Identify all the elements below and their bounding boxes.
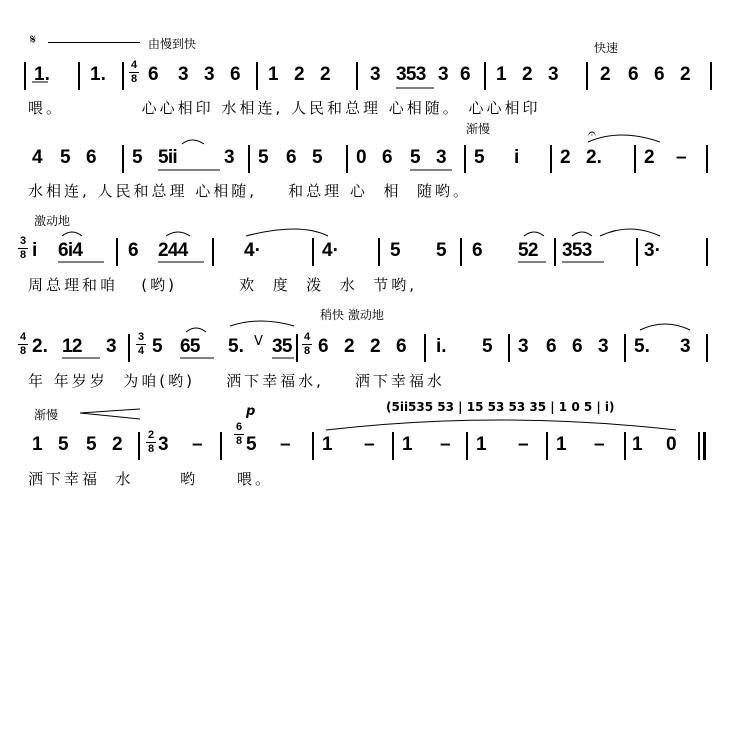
note: 5: [60, 147, 71, 168]
note: 3 5 3: [562, 240, 590, 261]
note: 6: [318, 336, 329, 357]
note: 5: [132, 147, 143, 168]
accompaniment-line: (5ii535 53 | 15 53 53 35 | 1 0 5 | i): [386, 400, 615, 414]
note: 5: [86, 434, 97, 455]
lyric-line-5: 洒下幸福 水 哟 喂。: [28, 470, 273, 488]
note: 5: [390, 240, 401, 261]
note: 2: [522, 64, 533, 85]
note: 1.: [90, 64, 106, 85]
note: –: [280, 434, 291, 455]
dynamic-piano: p: [246, 404, 256, 419]
note: 5: [436, 240, 447, 261]
note: i: [514, 147, 520, 168]
tempo-mark: 渐慢: [34, 408, 59, 422]
breath-mark: V: [254, 334, 263, 349]
note: 2.: [586, 147, 602, 168]
time-signature: 4 8: [130, 59, 138, 85]
note: 6: [148, 64, 159, 85]
tempo-mark: 激动地: [34, 214, 71, 228]
note: 1: [632, 434, 643, 455]
note: 2: [680, 64, 691, 85]
lyric-line-4: 年 年岁岁 为咱(哟) 洒下幸福水, 洒下幸福水: [28, 372, 445, 390]
note: 1: [556, 434, 567, 455]
note: 5: [152, 336, 163, 357]
tempo-mark: 快速: [594, 41, 619, 55]
note: 1: [496, 64, 507, 85]
note: 3: [598, 336, 609, 357]
note: 6: [546, 336, 557, 357]
note: i: [32, 240, 38, 261]
note: 3: [224, 147, 235, 168]
time-signature: 2 8: [147, 429, 155, 455]
note: 2: [644, 147, 655, 168]
note: 5: [258, 147, 269, 168]
note: 3: [178, 64, 189, 85]
note: 5 i i: [158, 147, 175, 168]
note: 1.: [34, 64, 50, 85]
note: 3: [438, 64, 449, 85]
note: 3: [106, 336, 117, 357]
note: 3: [680, 336, 691, 357]
note: 3: [518, 336, 529, 357]
note: 3: [370, 64, 381, 85]
note: 6: [230, 64, 241, 85]
note: –: [594, 434, 605, 455]
note: 2 4 4: [158, 240, 186, 261]
note: 6 5: [180, 336, 198, 357]
note: 3 5: [272, 336, 290, 357]
time-signature: 6 8: [235, 421, 243, 447]
time-signature: 3 4: [137, 331, 145, 357]
note: 1: [268, 64, 279, 85]
lyric-line-2: 水相连, 人民和总理 心相随, 和总理 心 相 随哟。: [28, 182, 471, 200]
note: 3: [436, 147, 447, 168]
note: 6: [128, 240, 139, 261]
lyric-line-1: 喂。 心心相印 水相连, 人民和总理 心相随。 心心相印: [28, 99, 541, 117]
note: 5: [474, 147, 485, 168]
note: 6: [628, 64, 639, 85]
time-signature: 4 8: [19, 331, 27, 357]
note: 5: [246, 434, 257, 455]
note: 6: [86, 147, 97, 168]
note: –: [676, 147, 687, 168]
time-signature: 3 8: [19, 235, 27, 261]
note: 6 i 4: [58, 240, 80, 261]
note: 4·: [244, 240, 261, 261]
fermata-icon: 𝄐: [588, 126, 596, 142]
note: 6: [572, 336, 583, 357]
tempo-mark: 稍快 激动地: [320, 308, 384, 322]
note: 3 5 3: [396, 64, 424, 85]
note: 3: [158, 434, 169, 455]
note: 1: [322, 434, 333, 455]
note: –: [518, 434, 529, 455]
note: 2.: [32, 336, 48, 357]
note: 3: [548, 64, 559, 85]
note: 0: [666, 434, 677, 455]
note: 1: [476, 434, 487, 455]
note: 1: [402, 434, 413, 455]
note: 5: [58, 434, 69, 455]
note: 3·: [644, 240, 661, 261]
tempo-mark: 渐慢: [466, 122, 491, 136]
note: 2: [344, 336, 355, 357]
note: 6: [654, 64, 665, 85]
note: 4·: [322, 240, 339, 261]
note: 5 2: [518, 240, 536, 261]
note: 2: [600, 64, 611, 85]
note: 5.: [228, 336, 244, 357]
note: 5: [312, 147, 323, 168]
note: –: [192, 434, 203, 455]
note: 2: [320, 64, 331, 85]
note: 4: [32, 147, 43, 168]
note: 2: [560, 147, 571, 168]
note: 5.: [634, 336, 650, 357]
note: 6: [472, 240, 483, 261]
note: –: [364, 434, 375, 455]
note: i.: [436, 336, 447, 357]
segno-sign: 𝄋: [30, 32, 37, 48]
note: 5: [482, 336, 493, 357]
note: 1 2: [62, 336, 80, 357]
lyric-line-3: 周总理和咱 (哟) 欢 度 泼 水 节哟,: [28, 276, 418, 294]
note: 6: [286, 147, 297, 168]
note: 5: [410, 147, 421, 168]
note: –: [440, 434, 451, 455]
tempo-mark: 由慢到快: [148, 37, 197, 51]
note: 1: [32, 434, 43, 455]
note: 2: [370, 336, 381, 357]
note: 2: [294, 64, 305, 85]
note: 2: [112, 434, 123, 455]
note: 3: [204, 64, 215, 85]
note: 0: [356, 147, 367, 168]
note: 6: [460, 64, 471, 85]
note: 6: [382, 147, 393, 168]
note: 6: [396, 336, 407, 357]
time-signature: 4 8: [303, 331, 311, 357]
